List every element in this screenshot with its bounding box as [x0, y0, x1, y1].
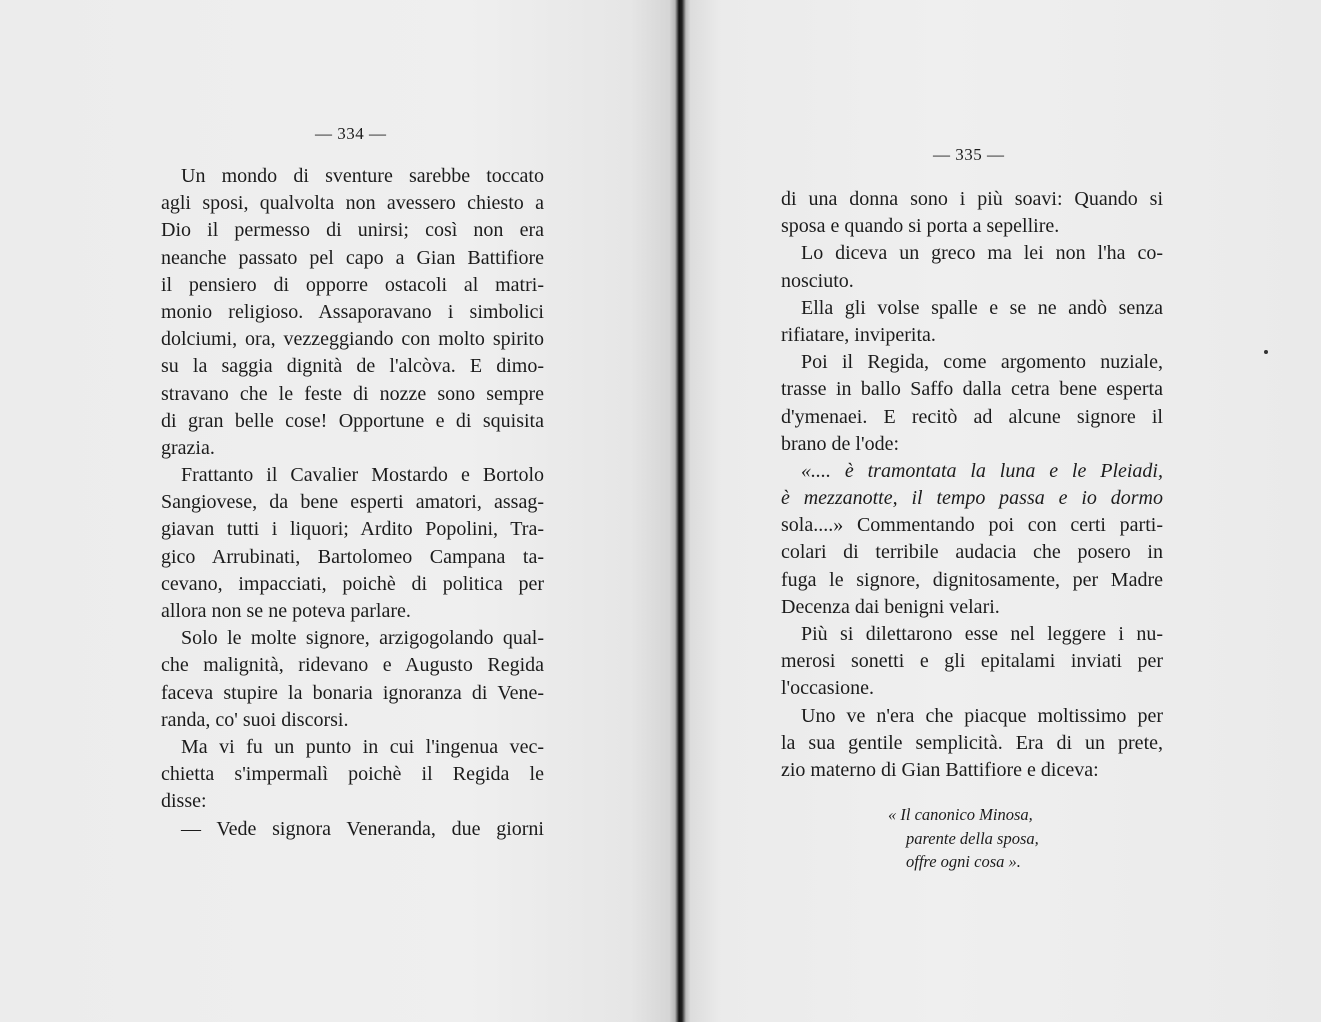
text-line: agli sposi, qualvolta non avessero chiesto a: [161, 192, 544, 215]
body-text: [161, 163, 544, 843]
text-line: Più si dilettarono esse nel leggere i nu-: [801, 623, 1163, 645]
poem-verse: [888, 803, 1039, 874]
text-line: chietta s'impermalì poichè il Regida le: [161, 763, 544, 786]
text-line: sola....» Commentando poi con certi parti-: [781, 514, 1163, 537]
text-line: nosciuto.: [781, 269, 854, 292]
text-line: di una donna sono i più soavi: Quando si: [781, 188, 1163, 210]
text-line: Decenza dai benigni velari.: [781, 595, 1000, 618]
text-line: brano de l'ode:: [781, 432, 900, 455]
text-line: Ma vi fu un punto in cui l'ingenua vec-: [181, 735, 544, 758]
text-line: Uno ve n'era che piacque moltissimo per: [801, 704, 1163, 727]
text-line: Sangiovese, da bene esperti amatori, assag-: [161, 491, 544, 514]
text-line: d'ymenaei. E recitò ad alcune signore il: [781, 405, 1163, 428]
text-line: è mezzanotte, il tempo passa e io dormo: [781, 487, 1163, 510]
text-line: Ella gli volse spalle e se ne andò senza: [801, 296, 1163, 319]
text-line: Lo diceva un greco ma lei non l'ha co-: [801, 242, 1163, 265]
text-line: faceva stupire la bonaria ignoranza di Vene-: [161, 681, 544, 704]
text-line: l'occasione.: [781, 677, 875, 700]
poem-line: parente della sposa,: [906, 828, 1039, 848]
text-line: Dio il permesso di unirsi; così non era: [161, 219, 544, 242]
text-line: la sua gentile semplicità. Era di un prete,: [781, 731, 1163, 754]
text-line: zio materno di Gian Battifiore e diceva:: [781, 758, 1099, 781]
text-line: grazia.: [161, 436, 215, 459]
text-line: monio religioso. Assaporavano i simbolici: [161, 300, 544, 323]
body-text: [781, 186, 1163, 784]
text-line: dolciumi, ora, vezzeggiando con molto spirito: [161, 328, 544, 351]
text-line: Frattanto il Cavalier Mostardo e Bortolo: [181, 464, 544, 487]
page-number: — 334 —: [315, 124, 387, 143]
poem-line: offre ogni cosa ».: [906, 852, 1021, 871]
text-line: colari di terribile audacia che posero in: [781, 541, 1163, 564]
text-line: stravano che le feste di nozze sono sempre: [161, 382, 544, 405]
scan-speck: [1264, 350, 1268, 354]
text-line: giavan tutti i liquori; Ardito Popolini, Tra-: [161, 518, 544, 541]
text-line: Un mondo di sventure sarebbe toccato: [181, 165, 544, 187]
text-line: fuga le signore, dignitosamente, per Madre: [781, 568, 1163, 591]
text-line: «.... è tramontata la luna e le Pleiadi,: [801, 459, 1163, 482]
text-line: Poi il Regida, come argomento nuziale,: [801, 351, 1163, 374]
text-line: cevano, impacciati, poichè di politica per: [161, 572, 544, 595]
text-line: di gran belle cose! Opportune e di squisita: [161, 409, 544, 432]
poem-line: « Il canonico Minosa,: [888, 805, 1033, 824]
text-line: disse:: [161, 790, 207, 813]
text-line: su la saggia dignità de l'alcòva. E dimo-: [161, 355, 544, 378]
text-line: neanche passato pel capo a Gian Battifiore: [161, 246, 544, 269]
text-line: trasse in ballo Saffo dalla cetra bene esperta: [781, 378, 1163, 401]
text-line: allora non se ne poteva parlare.: [161, 600, 411, 622]
text-line: Solo le molte signore, arzigogolando qual-: [181, 627, 544, 650]
right-page: [690, 0, 1321, 1022]
text-line: il pensiero di opporre ostacoli al matri-: [161, 273, 544, 296]
text-line: sposa e quando si porta a sepellire.: [781, 215, 1060, 238]
text-line: — Vede signora Veneranda, due giorni: [181, 817, 544, 840]
text-line: che malignità, ridevano e Augusto Regida: [161, 654, 544, 677]
text-line: gico Arrubinati, Bartolomeo Campana ta-: [161, 545, 544, 568]
text-line: rifiatare, inviperita.: [781, 323, 936, 346]
text-line: randa, co' suoi discorsi.: [161, 708, 349, 731]
text-line: merosi sonetti e gli epitalami inviati per: [781, 650, 1163, 673]
book-gutter: [670, 0, 690, 1022]
page-number: — 335 —: [933, 145, 1005, 164]
